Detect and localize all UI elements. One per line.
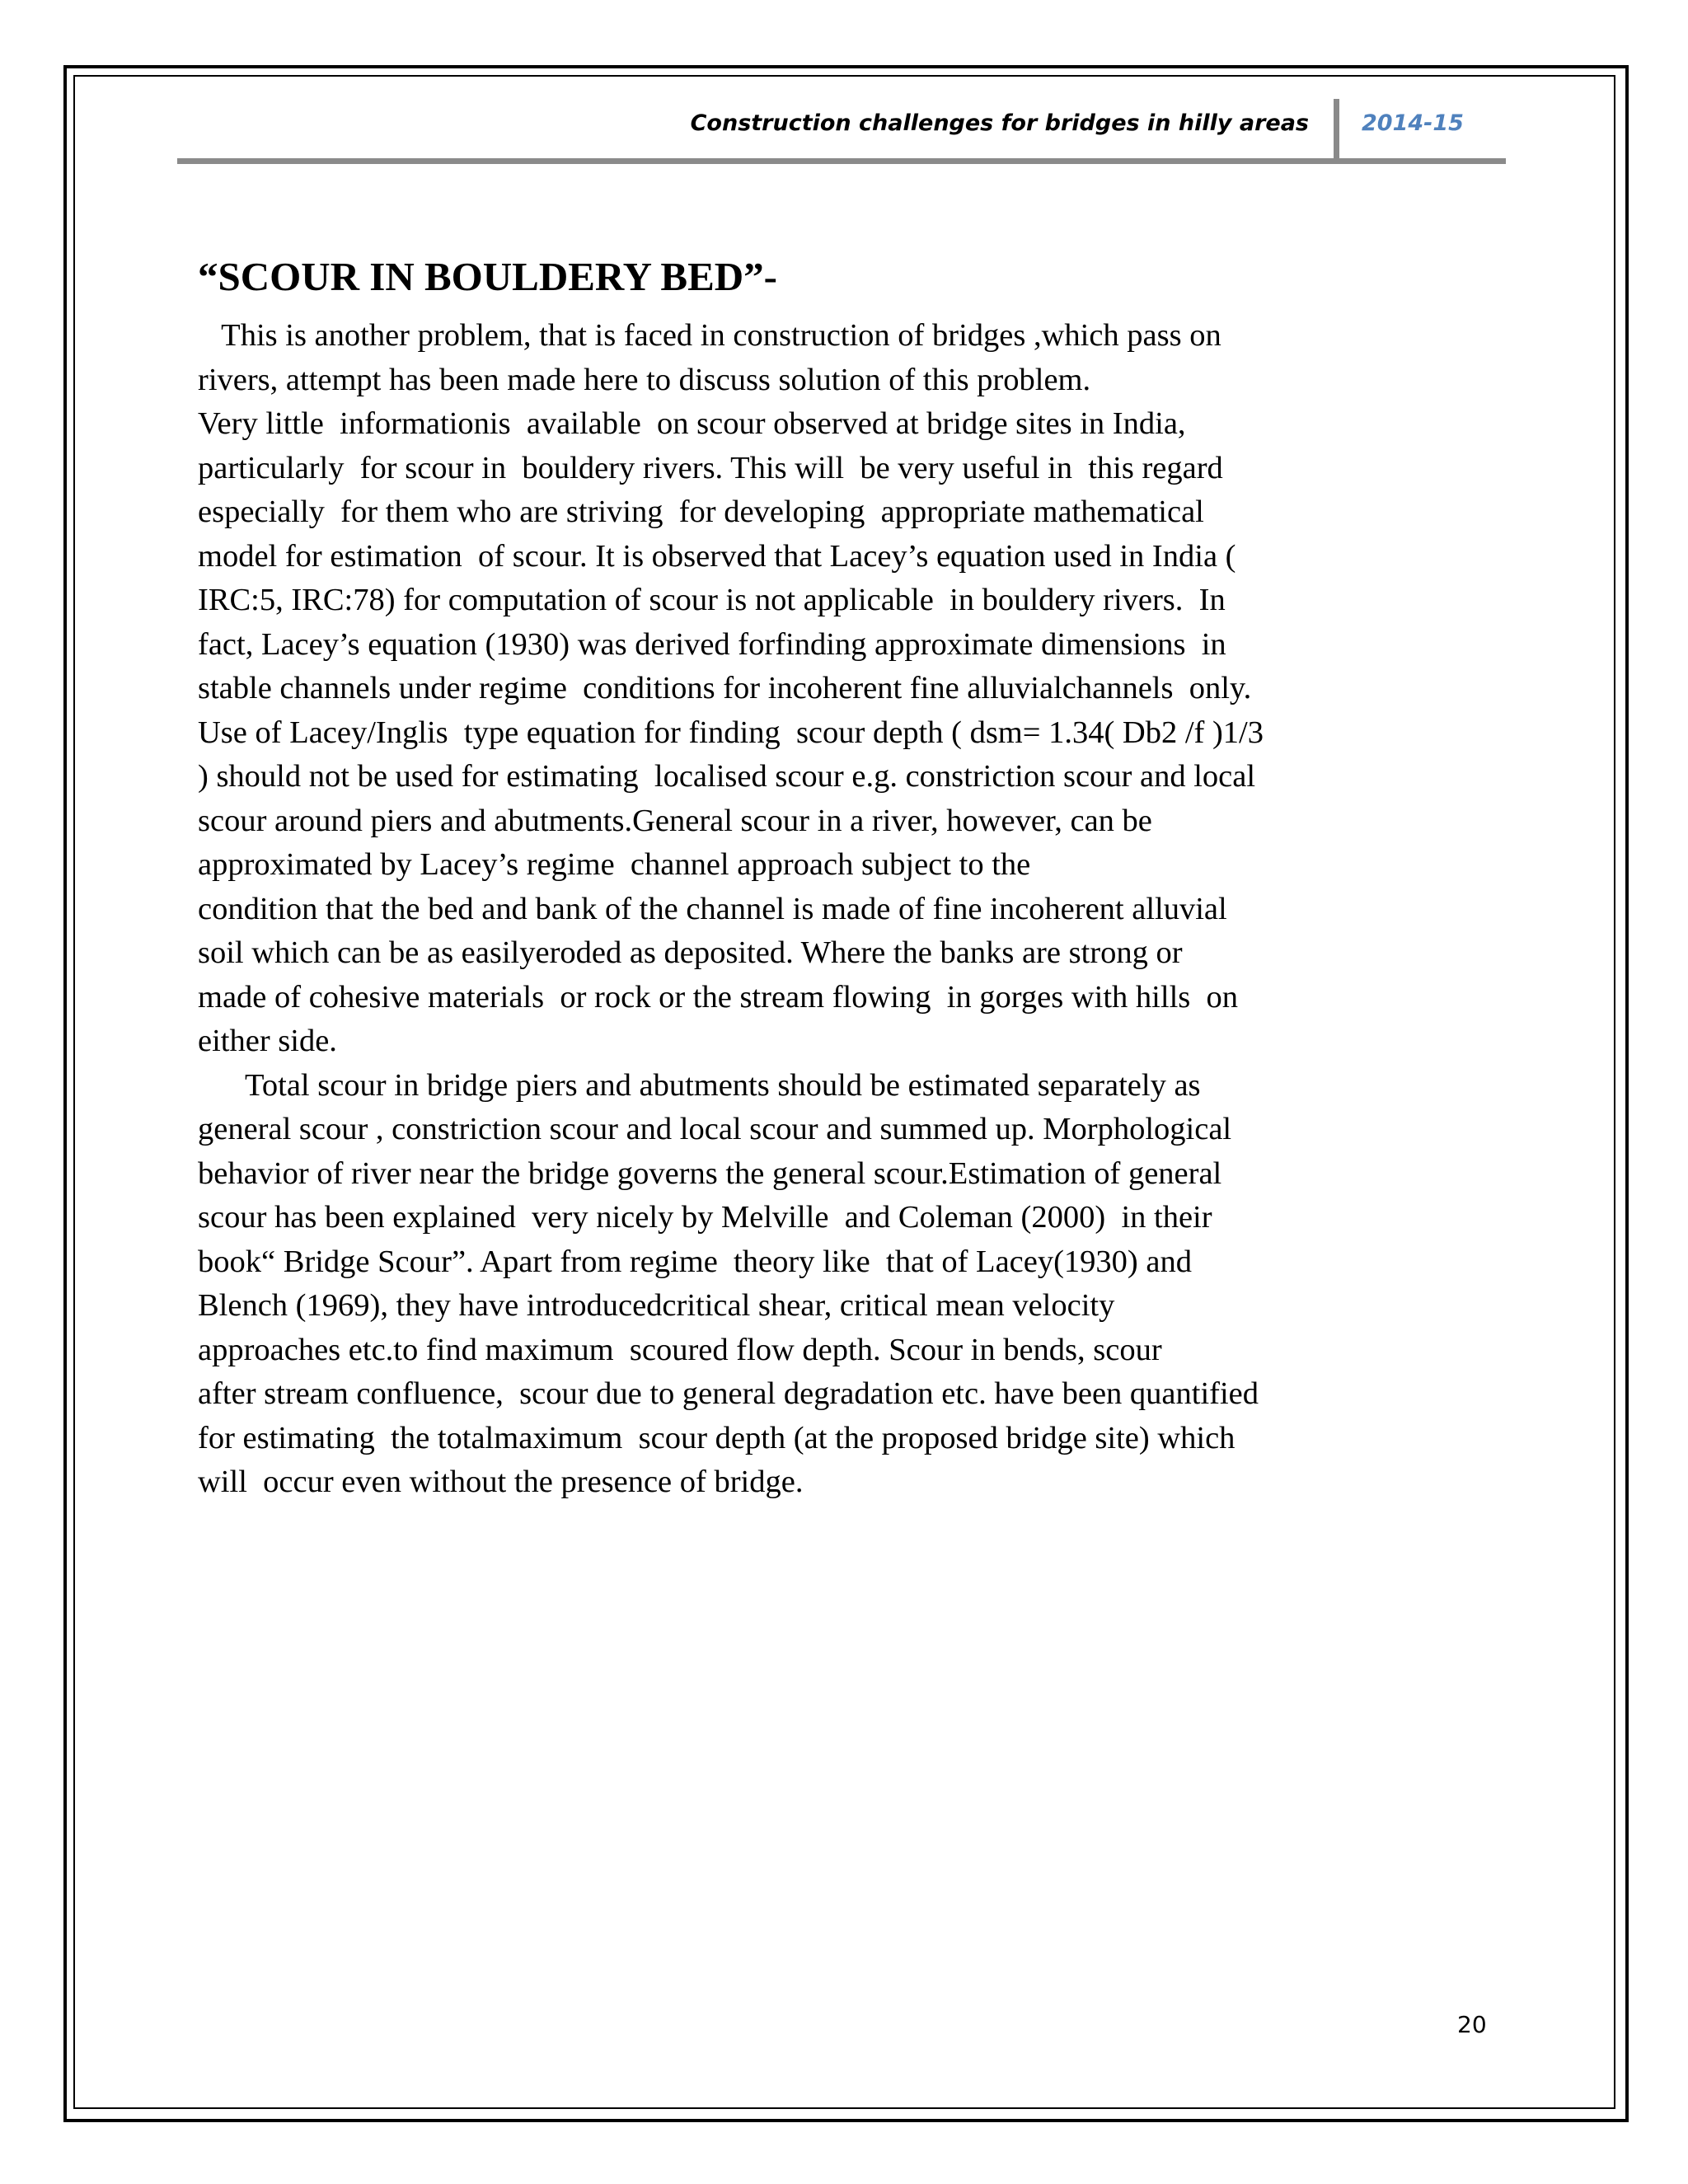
header-divider (1334, 99, 1339, 162)
body-line: general scour , constriction scour and local scour and summed up. Morphological (198, 1112, 1232, 1146)
body-line: behavior of river near the bridge governs the general scour.Estimation of general (198, 1155, 1222, 1191)
body-line: either side. (198, 1024, 337, 1058)
body-line: IRC:5, IRC:78) for computation of scour is not applicable in bouldery rivers. In (198, 583, 1226, 617)
body-line: model for estimation of scour. It is observed that Lacey’s equation used in India ( (198, 538, 1236, 574)
body-line: made of cohesive materials or rock or the stream flowing in gorges with hills on (198, 979, 1239, 1015)
body-line: book“ Bridge Scour”. Apart from regime theory like that of Lacey(1930) and (198, 1244, 1192, 1279)
body-line: approximated by Lacey’s regime channel approach subject to the (198, 847, 1031, 882)
body-line: after stream confluence, scour due to general degradation etc. have been quantified (198, 1376, 1259, 1411)
section-heading: “SCOUR IN BOULDERY BED”- (198, 254, 777, 299)
header-year: 2014-15 (1362, 110, 1464, 136)
body-line: fact, Lacey’s equation (1930) was derived forfinding approximate dimensions in (198, 626, 1226, 662)
body-line: especially for them who are striving for developing appropriate mathematical (198, 494, 1204, 529)
body-line: Very little informationis available on scour observed at bridge sites in India, (198, 406, 1186, 441)
body-line: scour around piers and abutments.General scour in a river, however, can be (198, 803, 1152, 838)
header-rule (177, 158, 1506, 164)
page-number: 20 (1457, 2011, 1487, 2038)
body-line: particularly for scour in bouldery rivers. This will be very useful in this regard (198, 450, 1223, 485)
body-line: stable channels under regime conditions for incoherent fine alluvialchannels only. (198, 671, 1252, 705)
body-line: Use of Lacey/Inglis type equation for finding scour depth ( dsm= 1.34( Db2 /f )1/3 (198, 715, 1264, 750)
body-line: Blench (1969), they have introducedcritical shear, critical mean velocity (198, 1288, 1115, 1323)
body-text (198, 314, 1484, 1505)
body-line: Total scour in bridge piers and abutments should be estimated separately as (198, 1067, 1201, 1103)
body-line: This is another problem, that is faced in construction of bridges ,which pass on (198, 318, 1221, 353)
body-line: soil which can be as easilyeroded as deposited. Where the banks are strong or (198, 935, 1183, 970)
body-line: rivers, attempt has been made here to discuss solution of this problem. (198, 362, 1091, 397)
body-line: approaches etc.to find maximum scoured flow depth. Scour in bends, scour (198, 1332, 1162, 1367)
body-line: for estimating the totalmaximum scour depth (at the proposed bridge site) which (198, 1420, 1236, 1455)
body-line: will occur even without the presence of bridge. (198, 1465, 804, 1499)
body-line: scour has been explained very nicely by Melville and Coleman (2000) in their (198, 1200, 1212, 1235)
body-line: ) should not be used for estimating localised scour e.g. constriction scour and local (198, 759, 1256, 794)
page-header (177, 99, 1506, 165)
body-line: condition that the bed and bank of the channel is made of fine incoherent alluvial (198, 891, 1227, 926)
header-title: Construction challenges for bridges in hilly areas (690, 110, 1309, 136)
